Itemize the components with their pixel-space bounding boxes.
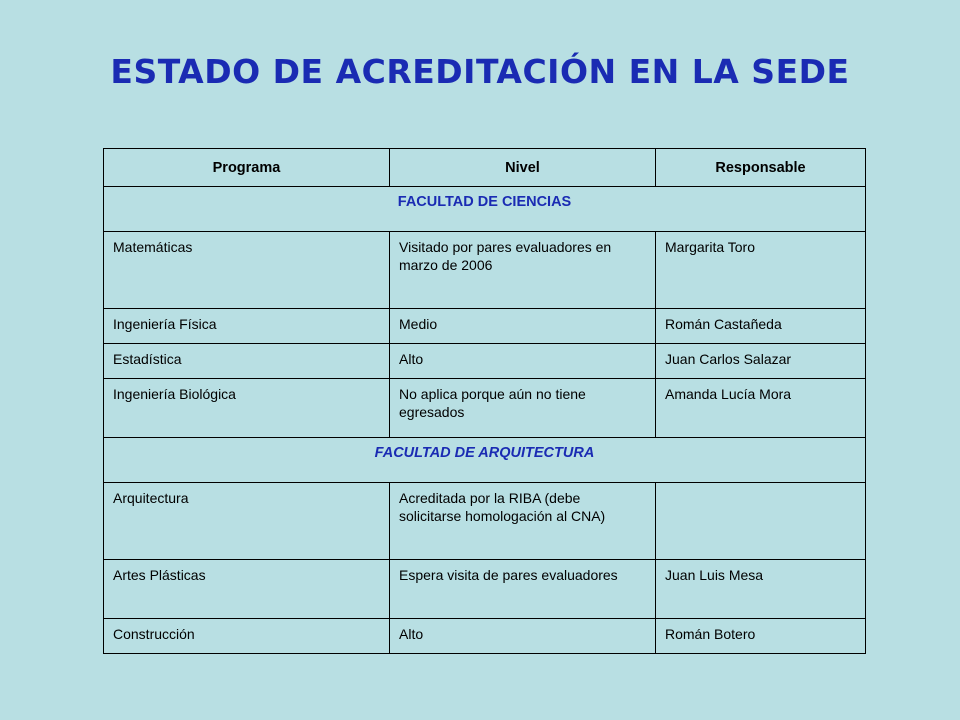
cell-nivel: Alto	[390, 619, 656, 654]
cell-nivel: Acreditada por la RIBA (debe solicitarse homologación al CNA)	[390, 483, 656, 560]
cell-responsable: Juan Carlos Salazar	[656, 344, 866, 379]
cell-responsable: Juan Luis Mesa	[656, 560, 866, 619]
table-row	[104, 344, 866, 379]
section-row-arquitectura	[104, 438, 866, 483]
cell-nivel: No aplica porque aún no tiene egresados	[390, 379, 656, 438]
cell-programa: Construcción	[104, 619, 390, 654]
cell-nivel: Alto	[390, 344, 656, 379]
page-title: ESTADO DE ACREDITACIÓN EN LA SEDE	[110, 52, 850, 91]
table-row	[104, 379, 866, 438]
cell-programa: Arquitectura	[104, 483, 390, 560]
table-row	[104, 560, 866, 619]
header-programa: Programa	[104, 149, 390, 187]
cell-responsable	[656, 483, 866, 560]
table-row	[104, 232, 866, 309]
table-row	[104, 483, 866, 560]
cell-programa: Ingeniería Biológica	[104, 379, 390, 438]
table-header-row	[104, 149, 866, 187]
accreditation-table	[103, 148, 866, 654]
cell-programa: Ingeniería Física	[104, 309, 390, 344]
cell-responsable: Margarita Toro	[656, 232, 866, 309]
cell-programa: Matemáticas	[104, 232, 390, 309]
cell-nivel: Visitado por pares evaluadores en marzo de 2006	[390, 232, 656, 309]
section-title-ciencias: FACULTAD DE CIENCIAS	[104, 187, 866, 232]
cell-responsable: Amanda Lucía Mora	[656, 379, 866, 438]
cell-nivel: Medio	[390, 309, 656, 344]
cell-programa: Artes Plásticas	[104, 560, 390, 619]
cell-responsable: Román Castañeda	[656, 309, 866, 344]
section-title-arquitectura: FACULTAD DE ARQUITECTURA	[104, 438, 866, 483]
cell-programa: Estadística	[104, 344, 390, 379]
cell-nivel: Espera visita de pares evaluadores	[390, 560, 656, 619]
header-responsable: Responsable	[656, 149, 866, 187]
section-row-ciencias	[104, 187, 866, 232]
table-row	[104, 619, 866, 654]
cell-responsable: Román Botero	[656, 619, 866, 654]
table-row	[104, 309, 866, 344]
header-nivel: Nivel	[390, 149, 656, 187]
